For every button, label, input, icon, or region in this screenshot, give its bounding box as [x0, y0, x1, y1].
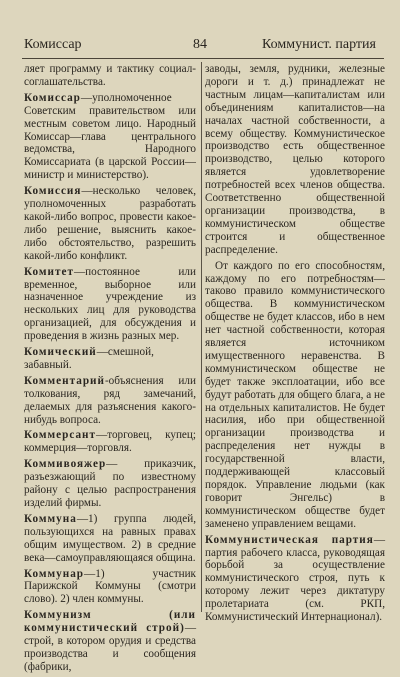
entry-term: Комиссар [24, 91, 81, 104]
dictionary-entry [24, 375, 196, 427]
entry-definition: —1) участник Парижской Коммуны (смотри слово). 2) член коммуны. [24, 567, 196, 606]
entry-definition: —торговец, купец; коммерция—торговля. [24, 429, 196, 455]
page-number: 84 [193, 37, 207, 52]
header-left-word: Комиссар [24, 37, 82, 52]
dictionary-entry [24, 429, 196, 455]
dictionary-entry [205, 260, 385, 531]
dictionary-entry [24, 513, 196, 565]
entry-term: Комментарий [24, 374, 105, 387]
right-column [205, 63, 385, 627]
dictionary-entry [24, 266, 196, 343]
dictionary-entry [24, 346, 196, 372]
entry-definition: —уполномоченное Советским правительством или местным советом лицо. Народный Комиссар—глава центрального ведомства, Народного Комиссариата (в царской России—министр и министерство). [24, 91, 196, 182]
entry-term: Комиссия [24, 185, 82, 198]
entry-term: Коммунар [24, 567, 85, 580]
entry-definition: —постоянное или временное, выборное или назначенное учреждение из нескольких лиц для руководства организацией, для обсуждения и проведения в жизнь разных мер. [24, 265, 196, 343]
dictionary-entry [205, 534, 385, 624]
dictionary-entry [24, 568, 196, 607]
dictionary-entry [24, 185, 196, 262]
entry-definition: —партия рабочего класса, руководящая борьбой за осуществление коммунистического строя, путь к которому лежит через диктатуру пролетариата (см. РКП, Коммунистический Интернационал). [205, 533, 385, 624]
entry-definition: От каждого по его способностям, каждому по его потребностям—таково правило коммунистического общества. В коммунистическом обществе не будет классов, ибо в нем нет частной собственности, которая является источником имущественного неравенства. В коммунистическом обществе не будет также эксплоатации, ибо все будут работать для общего блага, а не на отдельных капиталистов. Не будет насилия, ибо при общественной организации производства и распределения нет нужды в государственной власти, поддерживающей классовый порядок. Управление людьми (как говорит Энгельс) в коммунистическом обществе будет заменено управлением вещами. [205, 259, 385, 530]
dictionary-entry [24, 92, 196, 182]
dictionary-entry [205, 63, 385, 257]
dictionary-entry [24, 458, 196, 510]
entry-definition: —несколько человек, уполномоченных разработать какой-либо вопрос, провести какое-либо решение, выяснить какое-либо обстоятельство, разрешить какой-либо конфликт. [24, 185, 196, 262]
dictionary-entry [24, 63, 196, 89]
entry-definition: -объяснения или толкования, ряд замечаний, делаемых для разъяснения какого-нибудь вопроса. [24, 374, 196, 426]
entry-term: Коммунистическая партия [205, 533, 374, 546]
dictionary-entry [24, 609, 196, 674]
entry-term: Коммивояжер [24, 458, 107, 471]
entry-term: Коммерсант [24, 429, 97, 442]
entry-definition: —строй, в котором орудия и средства производства и сообщения (фабрики, [24, 622, 196, 673]
entry-definition: —смешной, забавный. [24, 346, 154, 371]
entry-term: Коммуна [24, 512, 77, 525]
entry-definition: — приказчик, разъезжающий по известному району с целью распространения изделий фирмы. [24, 458, 196, 509]
column-divider [201, 62, 202, 612]
left-column [24, 63, 196, 677]
entry-definition: ляет программу и тактику социал-соглашательства. [24, 63, 196, 88]
entry-definition: заводы, земля, рудники, железные дороги и т. д.) принадлежат не частным лицам—капиталистам или объединениям капиталистов—на началах частной собственности, а всему обществу. Коммунистическое производство есть общественное производство, целью которого является удовлетворение потребностей всех членов общества. Соответственно общественной организации производства, в коммунистическом обществе строится и общественное распределение. [205, 63, 385, 256]
entry-term: Комический [24, 346, 97, 359]
entry-term: Коммунизм (или коммунистический строй) [24, 609, 196, 635]
running-header [0, 0, 400, 56]
header-rule [22, 58, 384, 59]
entry-term: Комитет [24, 265, 74, 278]
entry-definition: —1) группа людей, пользующихся на равных правах общим имуществом. 2) в средние века—самоуправляющаяся община. [24, 512, 196, 564]
header-right-word: Коммунист. партия [262, 37, 376, 52]
